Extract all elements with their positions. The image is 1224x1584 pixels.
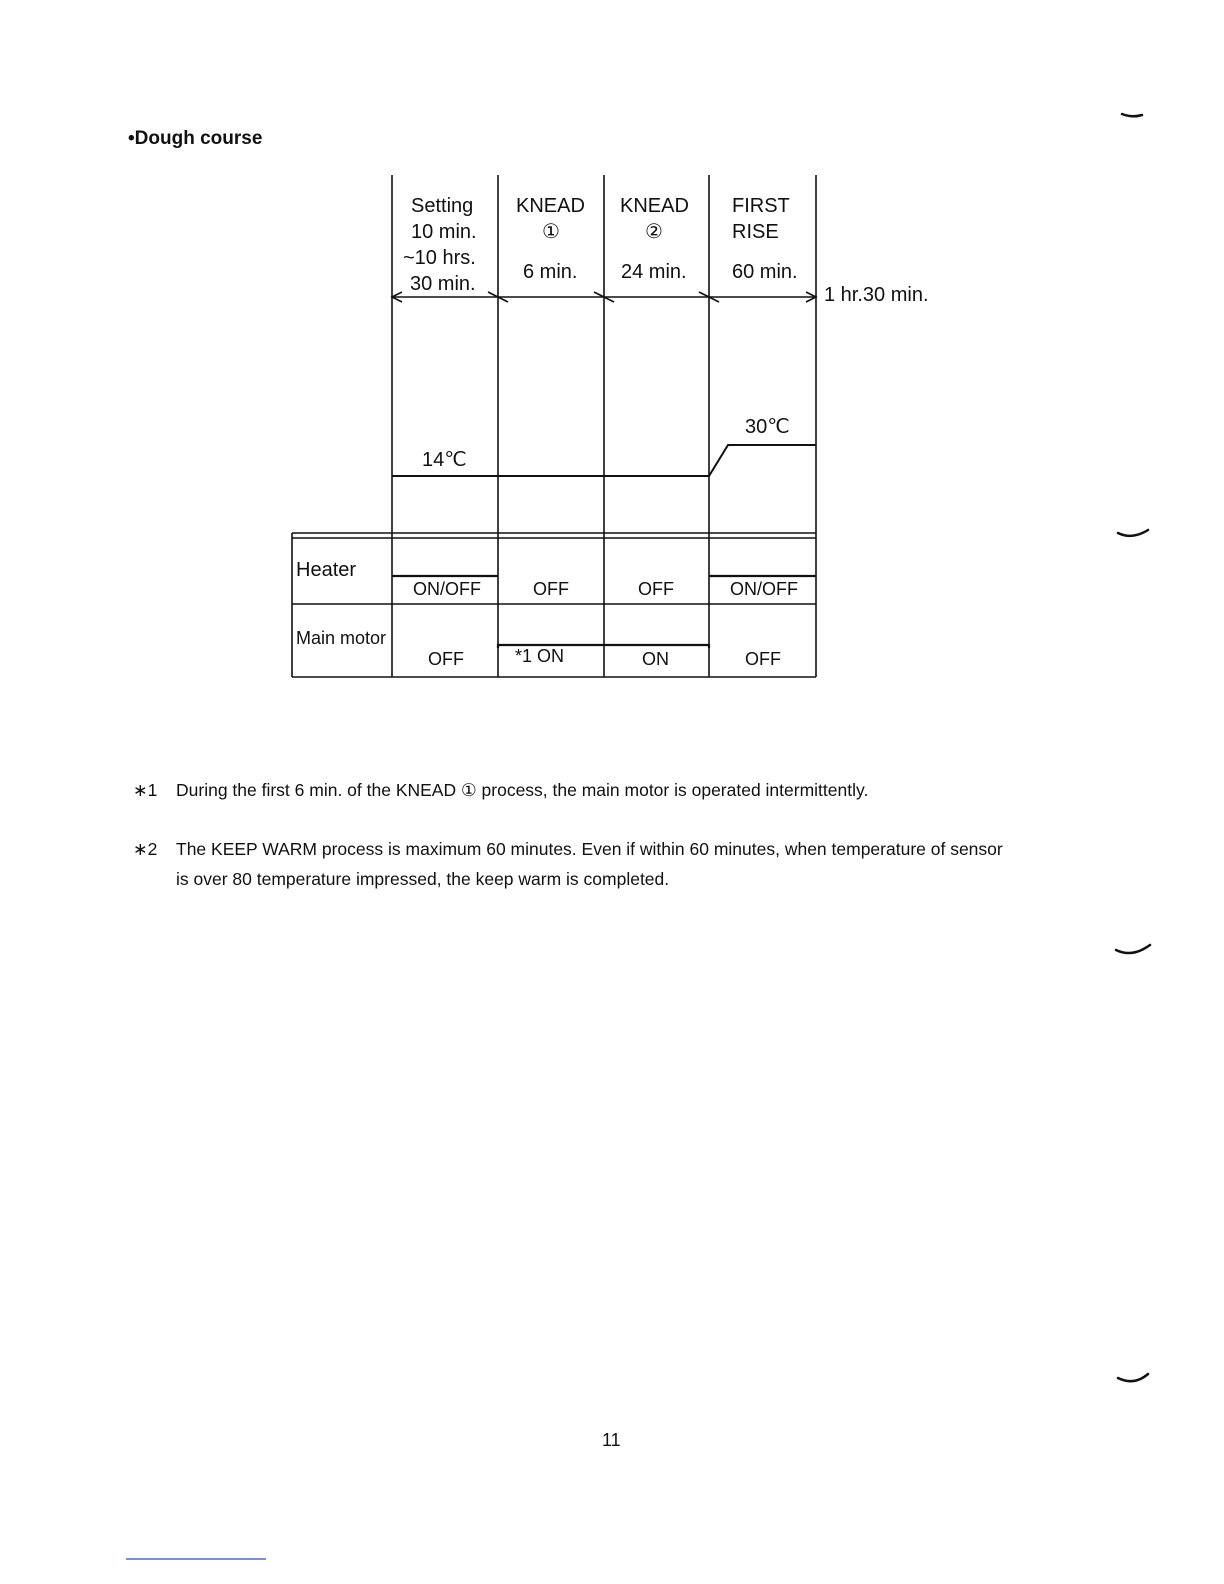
- heater-state-cell: OFF: [638, 579, 674, 599]
- phase-setting-label: Setting: [411, 195, 474, 217]
- phase-first-rise-label: FIRST: [732, 195, 790, 217]
- bottom-rule: [126, 1558, 266, 1560]
- phase-first-rise-time: 60 min.: [732, 261, 798, 283]
- temperature-high-label: 30℃: [745, 416, 790, 438]
- footnote-text: During the first 6 min. of the KNEAD ① process, the main motor is operated intermittently.: [176, 780, 869, 800]
- phase-knead2-label: KNEAD: [620, 195, 689, 217]
- phase-setting-time: 10 min.: [411, 221, 477, 243]
- scan-mark: [1118, 1374, 1148, 1381]
- heater-state-cell: ON/OFF: [413, 579, 481, 599]
- motor-state-cell: OFF: [428, 649, 464, 669]
- footnote-text: The KEEP WARM process is maximum 60 minutes. Even if within 60 minutes, when temperature of sensor: [176, 839, 1003, 859]
- scan-mark: [1118, 530, 1148, 536]
- total-time-label: 1 hr.30 min.: [824, 284, 929, 306]
- scan-mark: [1122, 114, 1142, 116]
- phase-knead1-label: KNEAD: [516, 195, 585, 217]
- binder-hole-marks: [1108, 100, 1158, 1400]
- timing-diagram: [0, 0, 1224, 720]
- section-title: •Dough course: [128, 128, 263, 149]
- row-label-main-motor: Main motor: [296, 628, 387, 648]
- phase-first-rise-label: RISE: [732, 221, 779, 243]
- scan-mark: [1116, 945, 1150, 953]
- phase-setting-time: ~10 hrs.: [403, 247, 476, 269]
- phase-setting-time: 30 min.: [410, 273, 476, 295]
- phase-knead2-number: ②: [645, 221, 663, 243]
- row-label-heater: Heater: [296, 559, 357, 581]
- motor-state-cell: OFF: [745, 649, 781, 669]
- heater-state-cell: OFF: [533, 579, 569, 599]
- motor-state-cell: *1 ON: [515, 646, 565, 666]
- motor-state-cell: ON: [642, 649, 669, 669]
- phase-knead2-time: 24 min.: [621, 261, 687, 283]
- phase-knead1-time: 6 min.: [523, 261, 578, 283]
- page-number: 11: [602, 1430, 621, 1450]
- footnote-text: is over 80 temperature impressed, the keep warm is completed.: [176, 869, 670, 889]
- heater-state-cell: ON/OFF: [730, 579, 798, 599]
- phase-knead1-number: ①: [542, 221, 560, 243]
- footnote-mark: ∗1: [133, 780, 158, 800]
- temperature-low-label: 14℃: [422, 449, 467, 471]
- footnote-mark: ∗2: [133, 839, 158, 859]
